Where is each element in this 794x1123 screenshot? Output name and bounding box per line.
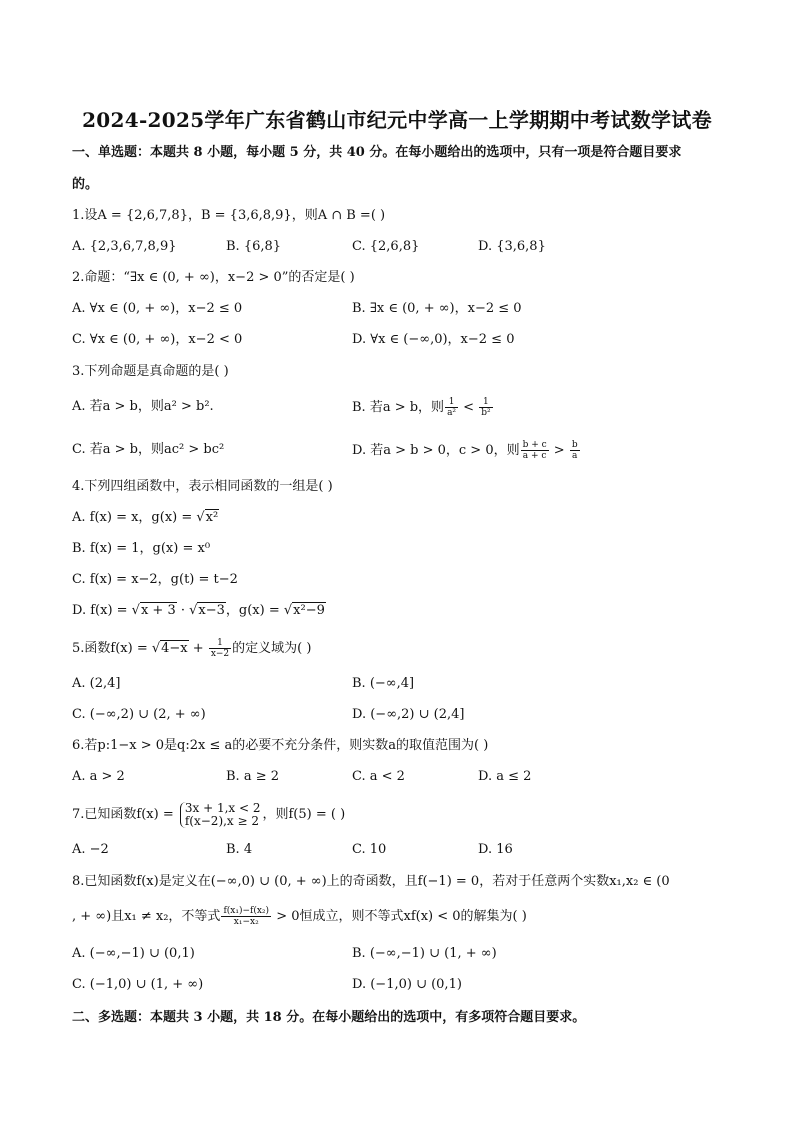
q3-option-a: A. 若a > b，则a² > b². <box>72 399 214 414</box>
q5-option-d: D. (−∞,2) ∪ (2,4] <box>352 707 465 722</box>
q8-option-a: A. (−∞,−1) ∪ (0,1) <box>72 946 195 961</box>
q5-option-b: B. (−∞,4] <box>352 676 415 691</box>
q2-option-d: D. ∀x ∈ (−∞,0)，x−2 ≤ 0 <box>352 332 515 347</box>
q1-option-d: D. {3,6,8} <box>478 239 546 254</box>
q4-option-a: A. f(x) = x，g(x) = √x² <box>72 510 219 525</box>
q8-stem-line2: , + ∞)且x₁ ≠ x₂，不等式 $\frac{\text{f(x₁)−f(x₂)}}{\text{x₁−x₂}}$ > 0恒成立，则不等式xf(x) < 0的解集为( ) <box>72 906 527 927</box>
q5-option-c: C. (−∞,2) ∪ (2, + ∞) <box>72 707 206 722</box>
fraction: $\frac{1}{\text{a²}}$ <box>447 397 457 418</box>
fraction: $\frac{b + c}{a + c}$ <box>522 440 547 461</box>
q2-option-b: B. ∃x ∈ (0, + ∞)，x−2 ≤ 0 <box>352 301 522 316</box>
fraction: $\frac{1}{\text{b²}}$ <box>481 397 491 418</box>
q2-option-a: A. ∀x ∈ (0, + ∞)，x−2 ≤ 0 <box>72 301 243 316</box>
q5-stem: 5.函数f(x) = √4−x + $\frac{1}{x-2}$ 的定义域为( ) <box>72 638 312 659</box>
piecewise-brace: 3x + 1,x < 2 f(x−2),x ≥ 2 <box>180 802 261 828</box>
q1-option-a: A. {2,3,6,7,8,9} <box>72 239 177 254</box>
q7-option-b: B. 4 <box>226 842 253 857</box>
q8-option-c: C. (−1,0) ∪ (1, + ∞) <box>72 977 204 992</box>
q6-option-d: D. a ≤ 2 <box>478 769 532 784</box>
q6-option-b: B. a ≥ 2 <box>226 769 279 784</box>
q7-option-a: A. −2 <box>72 842 109 857</box>
q1-option-b: B. {6,8} <box>226 239 282 254</box>
q7-stem: 7.已知函数f(x) = 3x + 1,x < 2 f(x−2),x ≥ 2 ，则f(5) = ( ) <box>72 800 346 828</box>
q3-option-d: D. 若a > b > 0，c > 0，则 $\frac{b + c}{a + c}$ > $\frac{b}{a}$ <box>352 440 578 461</box>
q8-stem-line1: 8.已知函数f(x)是定义在(−∞,0) ∪ (0, + ∞)上的奇函数，且f(−1) = 0，若对于任意两个实数x₁,x₂ ∈ (0 <box>72 874 670 889</box>
q8-option-d: D. (−1,0) ∪ (0,1) <box>352 977 462 992</box>
fraction: $\frac{b}{a}$ <box>571 440 578 461</box>
q4-option-c: C. f(x) = x−2，g(t) = t−2 <box>72 572 238 587</box>
q7-option-d: D. 16 <box>478 842 513 857</box>
q6-option-c: C. a < 2 <box>352 769 405 784</box>
q4-option-b: B. f(x) = 1，g(x) = x⁰ <box>72 541 211 556</box>
q5-option-a: A. (2,4] <box>72 676 121 691</box>
q4-option-d: D. f(x) = √x + 3 · √x−3，g(x) = √x²−9 <box>72 603 325 618</box>
fraction: $\frac{1}{x-2}$ <box>210 638 230 659</box>
q3-option-c: C. 若a > b，则ac² > bc² <box>72 442 225 457</box>
q3-stem: 3.下列命题是真命题的是( ) <box>72 364 229 379</box>
q8-option-b: B. (−∞,−1) ∪ (1, + ∞) <box>352 946 497 961</box>
q1-stem: 1.设A = {2,6,7,8}，B = {3,6,8,9}，则A ∩ B =( ) <box>72 208 386 223</box>
exam-title: 2024-2025学年广东省鹤山市纪元中学高一上学期期中考试数学试卷 <box>82 108 712 132</box>
q6-option-a: A. a > 2 <box>72 769 125 784</box>
q1-option-c: C. {2,6,8} <box>352 239 420 254</box>
q2-stem: 2.命题：“∃x ∈ (0, + ∞)，x−2 > 0”的否定是( ) <box>72 270 355 285</box>
q7-option-c: C. 10 <box>352 842 387 857</box>
q2-option-c: C. ∀x ∈ (0, + ∞)，x−2 < 0 <box>72 332 243 347</box>
q3-option-b: B. 若a > b，则 $\frac{1}{\text{a²}}$ < $\frac{1}{\text{b²}}$ <box>352 397 491 418</box>
fraction: $\frac{\text{f(x₁)−f(x₂)}}{\text{x₁−x₂}}$ <box>223 906 270 927</box>
q4-stem: 4.下列四组函数中，表示相同函数的一组是( ) <box>72 479 333 494</box>
section2-heading: 二、多选题：本题共 3 小题，共 18 分。在每小题给出的选项中，有多项符合题目要求。 <box>72 1010 586 1025</box>
section1-heading-cont: 的。 <box>72 177 99 192</box>
q6-stem: 6.若p:1−x > 0是q:2x ≤ a的必要不充分条件，则实数a的取值范围为( ) <box>72 738 489 753</box>
section1-heading: 一、单选题：本题共 8 小题，每小题 5 分，共 40 分。在每小题给出的选项中，只有一项是符合题目要求 <box>72 145 682 160</box>
